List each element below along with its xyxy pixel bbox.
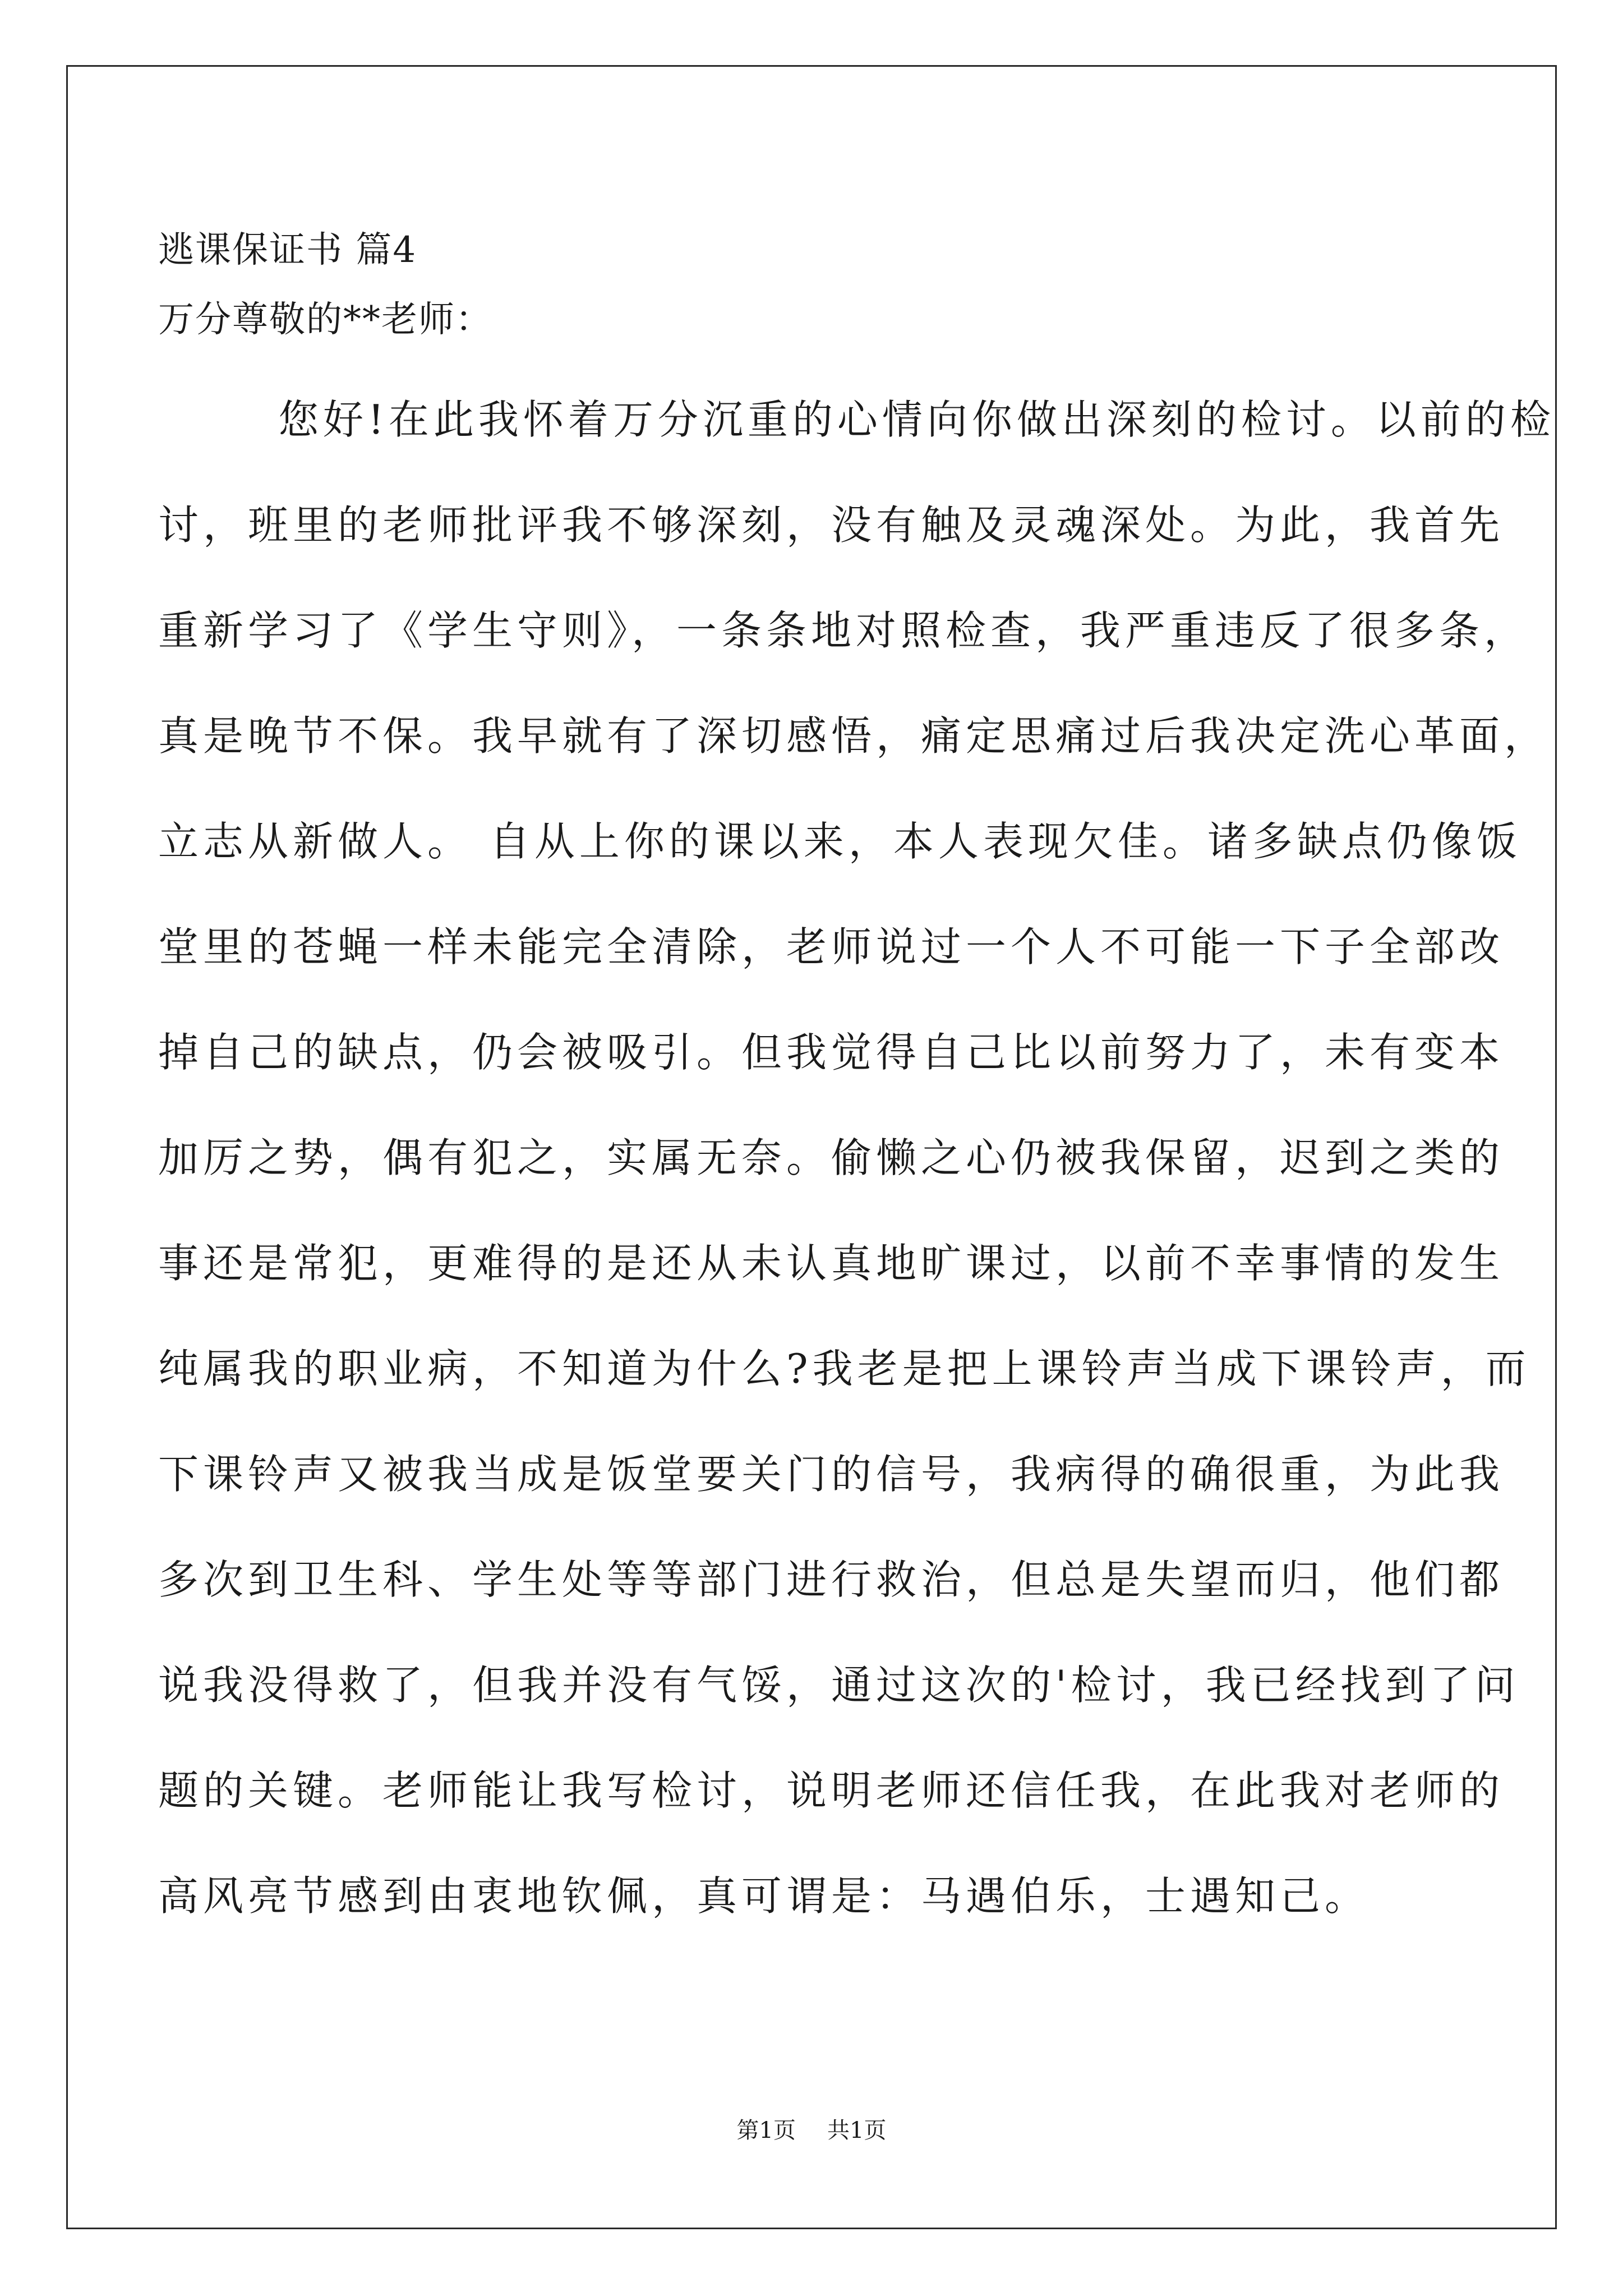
body-line: 您好!在此我怀着万分沉重的心情向你做出深刻的检讨。以前的检 — [278, 396, 1555, 443]
page-number: 第1页 — [736, 2118, 796, 2143]
body-line: 多次到卫生科、学生处等等部门进行救治，但总是失望而归，他们都 — [158, 1556, 1505, 1603]
salutation: 万分尊敬的**老师： — [158, 299, 492, 341]
body-line: 下课铃声又被我当成是饭堂要关门的信号，我病得的确很重，为此我 — [158, 1451, 1505, 1498]
body-line: 真是晚节不保。我早就有了深切感悟，痛定思痛过后我决定洗心革面， — [158, 712, 1550, 760]
body-line: 说我没得救了，但我并没有气馁，通过这次的'检讨，我已经找到了问 — [158, 1662, 1520, 1709]
body-line: 堂里的苍蝇一样未能完全清除，老师说过一个人不可能一下子全部改 — [158, 923, 1505, 970]
body-line: 事还是常犯，更难得的是还从未认真地旷课过，以前不幸事情的发生 — [158, 1240, 1505, 1287]
body-line: 题的关键。老师能让我写检讨，说明老师还信任我，在此我对老师的 — [158, 1767, 1505, 1814]
body-line: 加厉之势，偶有犯之，实属无奈。偷懒之心仍被我保留，迟到之类的 — [158, 1134, 1505, 1181]
body-line: 掉自己的缺点，仍会被吸引。但我觉得自己比以前努力了，未有变本 — [158, 1029, 1505, 1076]
document-title: 逃课保证书 篇4 — [158, 229, 417, 271]
body-line: 重新学习了《学生守则》，一条条地对照检查，我严重违反了很多条， — [158, 607, 1529, 654]
body-line: 立志从新做人。 自从上你的课以来，本人表现欠佳。诸多缺点仍像饭 — [158, 818, 1521, 865]
body-paragraph — [158, 386, 1555, 1968]
body-line: 高风亮节感到由衷地钦佩，真可谓是：马遇伯乐，士遇知己。 — [158, 1872, 1370, 1920]
page-total: 共1页 — [827, 2118, 887, 2143]
body-line: 讨，班里的老师批评我不够深刻，没有触及灵魂深处。为此，我首先 — [158, 501, 1505, 549]
page-footer — [0, 2114, 1623, 2147]
body-line: 纯属我的职业病，不知道为什么?我老是把上课铃声当成下课铃声，而 — [158, 1345, 1530, 1392]
